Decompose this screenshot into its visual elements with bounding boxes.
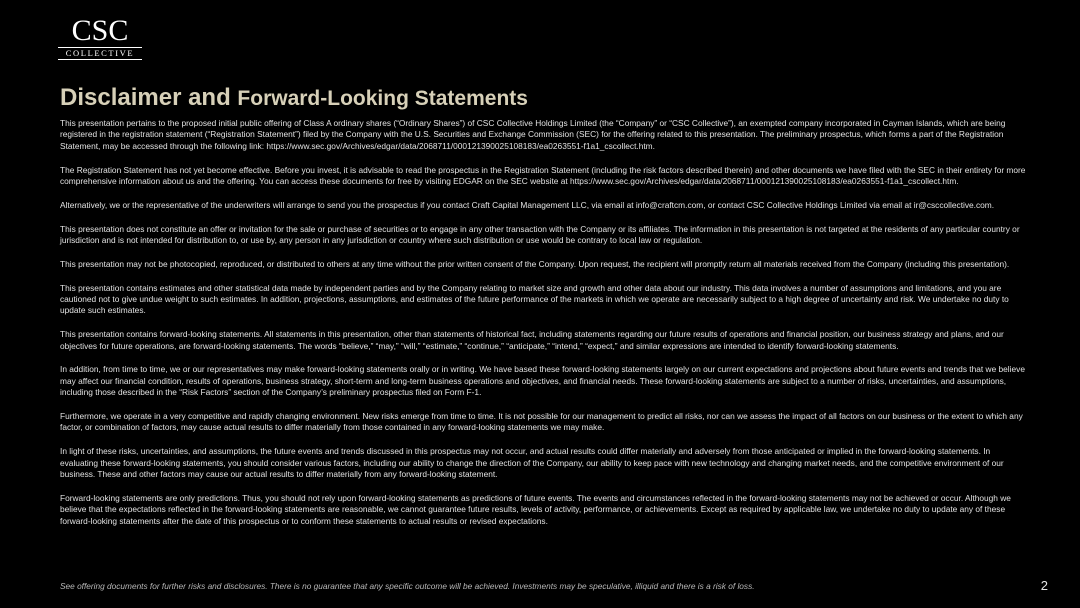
paragraph-offering: This presentation pertains to the proposed initial public offering of Class A ordinary shares (“Ordinary Shares”) of CSC Collective Holdings Limited (the “Company” or “CSC Collective”), an exempted company incorporated in Cayman Islands, which are being registered in the registration statement (“Registration Statement”) filed by the Company with the U.S. Securities and Exchange Commission (SEC) for the offering related to this presentation. The preliminary prospectus, which forms a part of the Registration Statement, may be accessed through the following link: https://www.sec.gov/Archives/edgar/data/2068711/000121390025108183/ea0263551-f1a1_cscollect.htm. [60,118,1006,151]
paragraph-registration: The Registration Statement has not yet become effective. Before you invest, it is advisable to read the prospectus in the Registration Statement (including the risk factors described therein) and other documents we have filed with the SEC in their entirety for more comprehensive information about us and the offering. You can access these documents for free by visiting EDGAR on the SEC website at https://www.sec.gov/Archives/edgar/data/2068711/000121390025108183/ea0263551-f1a1_cscollect.htm. [60,164,1026,187]
paragraph-representatives: In addition, from time to time, we or our representatives may make forward-looking statements orally or in writing. We have based these forward-looking statements largely on our current expectations and projections about future events and trends that we believe may affect our financial condition, results of operations, business strategy, short-term and long-term business operations and objectives, and financial needs. These forward-looking statements are subject to a number of risks, uncertainties, and assumptions, including those described in the “Risk Factors” section of the Company’s preliminary prospectus filed on Form F-1. [60,364,1025,398]
paragraph-risks: In light of these risks, uncertainties, and assumptions, the future events and trends discussed in this prospectus may not occur, and actual results could differ materially and adversely from those anticipated or implied in the forward-looking statements. In evaluating these forward-looking statements, you should consider various factors, including our ability to change the direction of the Company, our ability to keep pace with new technology and changing market needs, and the competitive environment of our business. These and other factors may cause our actual results to differ materially from any forward-looking statement. [60,446,1004,480]
paragraph-no-offer: This presentation does not constitute an offer or invitation for the sale or purchase of securities or to engage in any other transaction with the Company or its affiliates. The information in this presentation is not targeted at the residents of any particular country or jurisdiction and is not intended for distribution to, or use by, any person in any jurisdiction or country where such distribution or use would be contrary to local law or regulation. [60,223,1020,246]
page-title-part2: Forward-Looking Statements [237,87,528,110]
logo-wordmark: CSC [71,14,129,47]
company-logo [58,16,142,60]
logo-subtitle: COLLECTIVE [58,47,142,60]
page-title [60,79,528,114]
paragraph-estimates: This presentation contains estimates and other statistical data made by independent parties and by the Company relating to market size and growth and other data about our industry. This data involves a number of assumptions and limitations, and you are cautioned not to give undue weight to such estimates. In addition, projections, assumptions, and estimates of the future performance of the markets in which we operate are necessarily subject to a high degree of uncertainty and risk. We undertake no duty to update such estimates. [60,282,1009,316]
disclaimer-body [60,118,1026,539]
paragraph-competition: Furthermore, we operate in a very competitive and rapidly changing environment. New risks emerge from time to time. It is not possible for our management to predict all risks, nor can we assess the impact of all factors on our business or the extent to which any factor, or combination of factors, may cause actual results to differ materially from those contained in any forward-looking statements we may make. [60,411,1023,433]
page-title-part1: Disclaimer and [60,84,238,111]
paragraph-predictions: Forward-looking statements are only predictions. Thus, you should not rely upon forward-looking statements as predictions of future events. The events and circumstances reflected in the forward-looking statements may not be achieved or occur. Although we believe that the expectations reflected in the forward-looking statements are reasonable, we cannot guarantee future results, levels of activity, performance, or achievements. Except as required by applicable law, we undertake no duty to update any of these forward-looking statements after the date of this prospectus or to conform these statements to actual results or revised expectations. [60,492,1011,526]
paragraph-forward-looking: This presentation contains forward-looking statements. All statements in this presentation, other than statements of historical fact, including statements regarding our future results of operations and financial position, our business strategy and plans, and our objectives for future operations, are forward-looking statements. The words “believe,” “may,” “will,” “estimate,” “continue,” “anticipate,” “intend,” “expect,” and similar expressions are intended to identify forward-looking statements. [60,329,1004,351]
page-number: 2 [1040,578,1048,593]
paragraph-contact: Alternatively, we or the representative of the underwriters will arrange to send you the prospectus if you contact Craft Capital Management LLC, via email at info@craftcm.com, or contact CSC Collective Holdings Limited via email at ir@csccollective.com. [60,199,995,210]
paragraph-no-reproduction: This presentation may not be photocopied, reproduced, or distributed to others at any time without the prior written consent of the Company. Upon request, the recipient will promptly return all materials received from the Company (including this presentation). [60,258,1010,269]
footer-disclaimer: See offering documents for further risks and disclosures. There is no guarantee that any specific outcome will be achieved. Investments may be speculative, illiquid and there is a risk of loss. [60,581,755,591]
